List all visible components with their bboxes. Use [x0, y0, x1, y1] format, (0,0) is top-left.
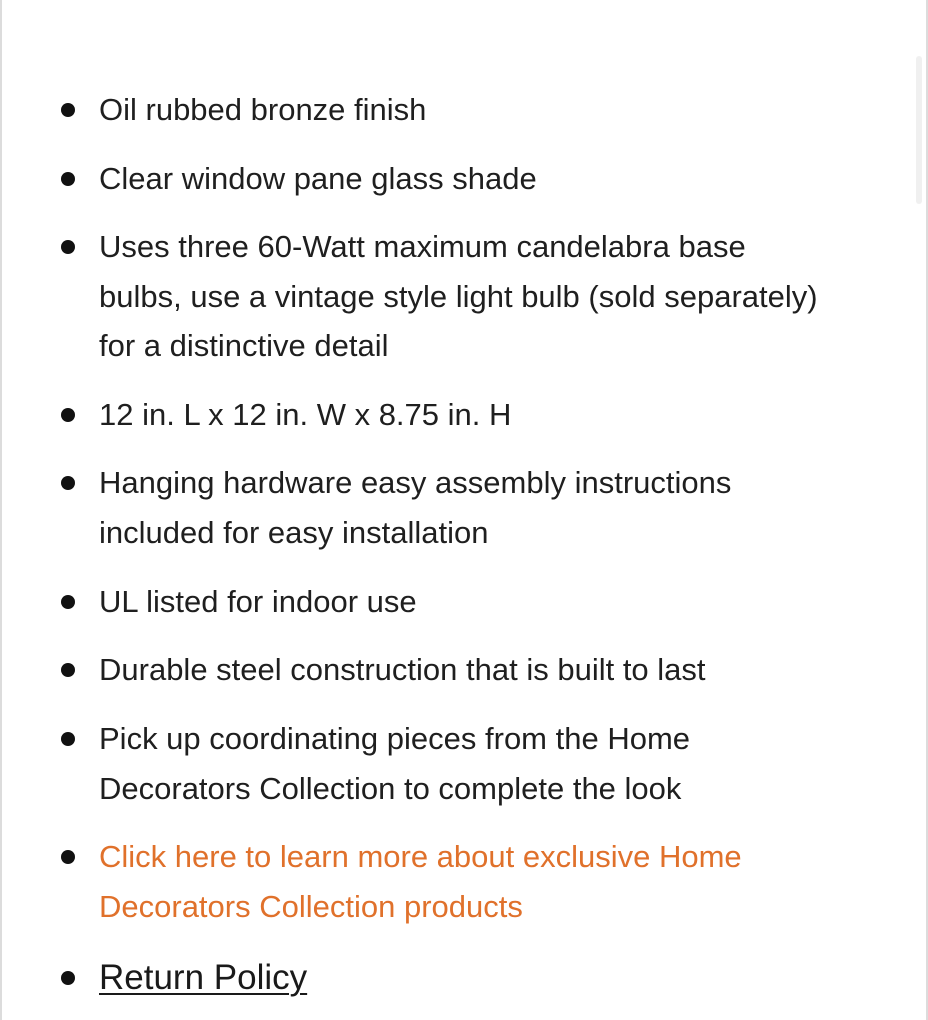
bullet-icon [61, 240, 75, 254]
list-item [99, 222, 819, 371]
list-item [99, 953, 819, 1003]
feature-text: Clear window pane glass shade [99, 161, 537, 196]
feature-text: Hanging hardware easy assembly instructions included for easy installation [99, 465, 732, 550]
list-item [99, 390, 819, 440]
feature-text: UL listed for indoor use [99, 584, 417, 619]
bullet-icon [61, 971, 75, 985]
bullet-icon [61, 172, 75, 186]
list-item [99, 85, 819, 135]
bullet-icon [61, 850, 75, 864]
feature-text: Oil rubbed bronze finish [99, 92, 427, 127]
list-item [99, 577, 819, 627]
feature-text: Durable steel construction that is built to last [99, 652, 706, 687]
list-item [99, 154, 819, 204]
bullet-icon [61, 103, 75, 117]
list-item [99, 714, 819, 813]
bullet-icon [61, 476, 75, 490]
bullet-icon [61, 732, 75, 746]
bullet-icon [61, 595, 75, 609]
scrollbar[interactable] [916, 56, 922, 204]
return-policy-link[interactable]: Return Policy [99, 958, 308, 997]
feature-text: Uses three 60-Watt maximum candelabra base bulbs, use a vintage style light bulb (sold separately) for a distinctive detail [99, 229, 818, 363]
feature-text: Pick up coordinating pieces from the Home Decorators Collection to complete the look [99, 721, 691, 806]
feature-text: 12 in. L x 12 in. W x 8.75 in. H [99, 397, 512, 432]
list-item [99, 645, 819, 695]
list-item [99, 458, 819, 557]
collection-link[interactable]: Click here to learn more about exclusive Home Decorators Collection products [99, 839, 742, 924]
bullet-icon [61, 663, 75, 677]
list-item [99, 832, 819, 931]
bullet-icon [61, 408, 75, 422]
